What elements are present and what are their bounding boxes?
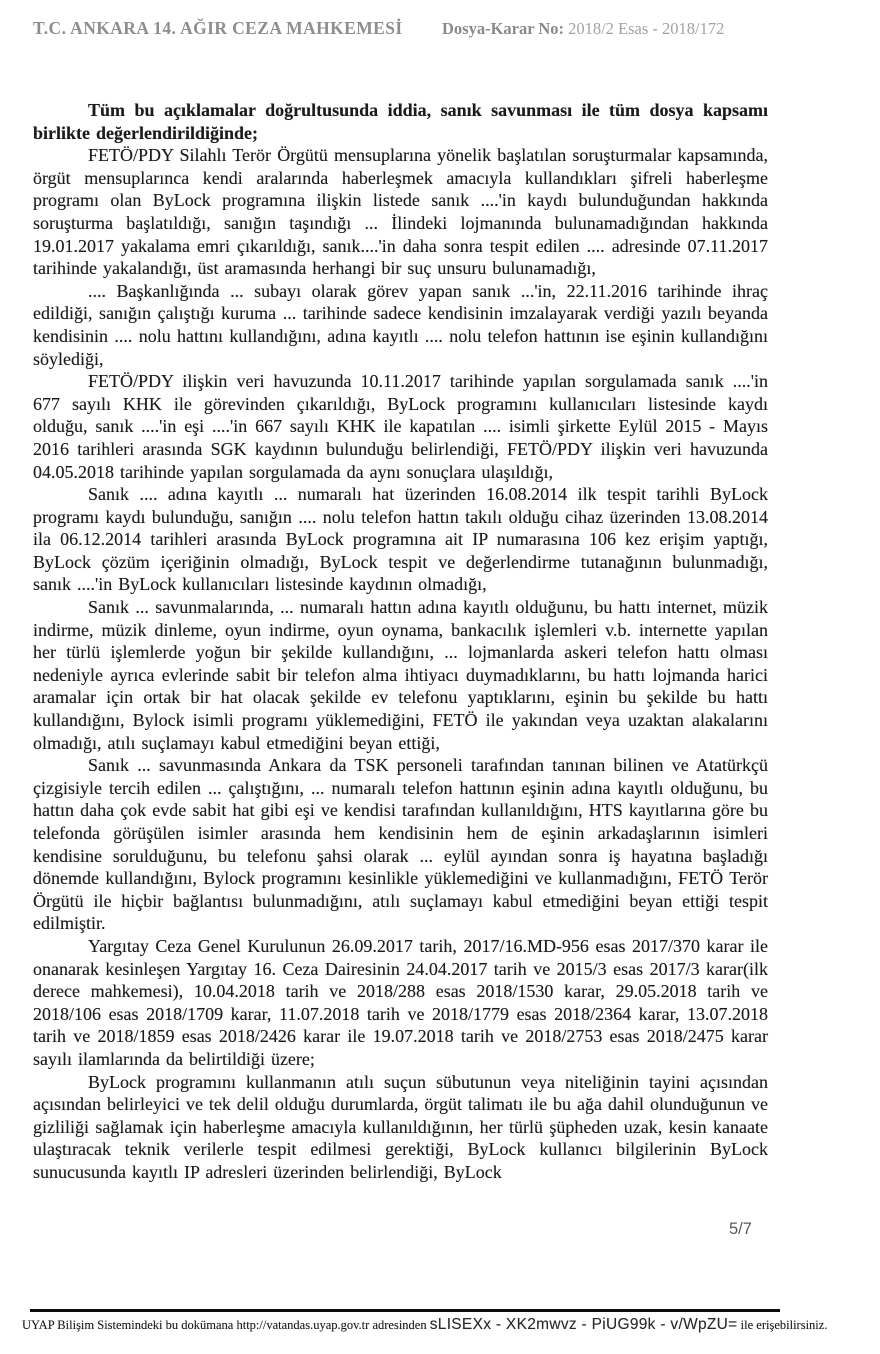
footer-divider	[30, 1309, 780, 1312]
decision-heading: Tüm bu açıklamalar doğrultusunda iddia, sanık savunması ile tüm dosya kapsamı birlikte değerlendirildiğinde;	[33, 100, 768, 143]
paragraph: Sanık ... savunmasında Ankara da TSK personeli tarafından tanınan bilinen ve Atatürkçü çizgisiyle tercih edilen ... çalıştığını, ... numaralı telefon hattının eşinin adına kayıtlı olduğunu, bu hattın daha çok evde sabit hat gibi eşi ve kendisi tarafından kullanıldığını, HTS kayıtlarına göre bu telefonda görüşülen isimler arasında hem kendisinin hem de eşinin arkadaşlarının isimleri kendisine sorulduğunu, bu telefonu şahsi olarak ... eylül ayından sonra iş hayatına başladığı dönemde kullandığını, Bylock programını kesinlikle yüklemediğini ve kullanmadığını, FETÖ Terör Örgütü ile hiçbir bağlantısı bulunmadığını, atılı suçlamayı kabul etmediğini beyan ettiği tespit edilmiştir.	[33, 755, 768, 934]
footer-prefix: UYAP Bilişim Sistemindeki bu dokümana http://vatandas.uyap.gov.tr adresinden	[22, 1318, 427, 1332]
paragraph: FETÖ/PDY ilişkin veri havuzunda 10.11.2017 tarihinde yapılan sorgulamada sanık ....'in 677 sayılı KHK ile görevinden çıkarıldığı, ByLock programını kullanıcıları listesinde kaydı olduğu, sanık ....'in eşi ....'in 667 sayılı KHK ile kapatılan .... isimli şirkette Eylül 2015 - Mayıs 2016 tarihleri arasında SGK kaydının bulunduğu belirlendiği, FETÖ/PDY ilişkin veri havuzunda 04.05.2018 tarihinde yapılan sorgulamada da aynı sonuçlara ulaşıldığı,	[33, 371, 768, 482]
paragraph: ByLock programını kullanmanın atılı suçun sübutunun veya niteliğinin tayini açısından açısından belirleyici ve tek delil olduğu durumlarda, örgüt talimatı ile bu ağa dahil olunduğunun ve gizliliği sağlamak için haberleşme amacıyla kullanıldığının, her türlü şüpheden uzak, kesin kanaate ulaştıracak teknik verilerle tespit edilmesi gerektiği, ByLock kullanıcı bilgilerinin ByLock sunucusunda kayıtlı IP adresleri üzerinden belirlendiği, ByLock	[33, 1071, 768, 1182]
footer-verification-code: sLISEXx - XK2mwvz - PiUG99k - v/WpZU=	[429, 1316, 738, 1333]
dossier-number	[442, 19, 724, 39]
paragraph: .... Başkanlığında ... subayı olarak görev yapan sanık ...'in, 22.11.2016 tarihinde ihraç edildiği, sanığın çalıştığı kuruma ... tarihinde sadece kendisinin imzalayarak verdiği yazılı beyanda kendisinin .... nolu hattını kullandığını, adına kayıtlı .... nolu telefon hattının ise eşinin kullandığını söylediği,	[33, 280, 768, 369]
page-number: 5/7	[729, 1220, 752, 1238]
dossier-label: Dosya-Karar No:	[442, 19, 565, 38]
paragraph: Sanık ... savunmalarında, ... numaralı hattın adına kayıtlı olduğunu, bu hattı internet, müzik indirme, müzik dinleme, oyun indirme, oyun oynama, bankacılık işlemleri v.b. internette yapılan her türlü işlemlerde yoğun bir şekilde kullandığını, ... lojmanlarda askeri telefon hattı olması nedeniyle ayrıca evlerinde sabit bir telefon alma ihtiyacı duymadıklarını, bu hattı lojmanda harici aramalar için ortak bir hat olacak şekilde ev telefonu yaptıklarını, eşinin bu şekilde bu hattı kullandığını, Bylock isimli programı yüklemediğini, FETÖ ile yakından veya uzaktan alakalarını olmadığı, atılı suçlamayı kabul etmediğini beyan ettiği,	[33, 597, 768, 753]
uyap-footer	[22, 1316, 872, 1334]
paragraph: FETÖ/PDY Silahlı Terör Örgütü mensuplarına yönelik başlatılan soruşturmalar kapsamında, örgüt mensuplarınca kendi aralarında haberleşmek amacıyla kullandıkları şifreli haberleşme programı olan ByLock programına ilişkin listede sanık ....'in kaydı bulunduğundan hakkında soruşturma başlatıldığı, sanığın taşındığı ... İlindeki lojmanında bulunamadığından hakkında 19.01.2017 yakalama emri çıkarıldığı, sanık....'in daha sonra tespit edilen .... adresinde 07.11.2017 tarihinde yakalandığı, üst aramasında herhangi bir suç unsuru bulunamadığı,	[33, 145, 768, 279]
footer-suffix: ile erişebilirsiniz.	[740, 1318, 828, 1332]
page-header	[33, 18, 860, 44]
dossier-value: 2018/2 Esas - 2018/172	[568, 19, 725, 38]
paragraph: Yargıtay Ceza Genel Kurulunun 26.09.2017 tarih, 2017/16.MD-956 esas 2017/370 karar ile onanarak kesinleşen Yargıtay 16. Ceza Dairesinin 24.04.2017 tarih ve 2015/3 esas 2017/3 karar(ilk derece mahkemesi), 10.04.2018 tarih ve 2018/288 esas 2018/1530 karar, 29.05.2018 tarih ve 2018/106 esas 2018/1709 karar, 11.07.2018 tarih ve 2018/1779 esas 2018/2364 karar, 13.07.2018 tarih ve 2018/1859 esas 2018/2426 karar ile 19.07.2018 tarih ve 2018/2753 esas 2018/2475 karar sayılı ilamlarında da belirtildiği üzere;	[33, 935, 768, 1069]
court-title: T.C. ANKARA 14. AĞIR CEZA MAHKEMESİ	[33, 18, 403, 38]
decision-body	[33, 99, 768, 1184]
paragraph: Sanık .... adına kayıtlı ... numaralı hat üzerinden 16.08.2014 ilk tespit tarihli ByLock programı kaydı bulunduğu, sanığın .... nolu telefon hattın takılı olduğu cihaz üzerinden 13.08.2014 ila 06.12.2014 tarihleri arasında ByLock programına ait IP numarasına 106 kez erişim yaptığı, ByLock çözüm içeriğinin olmadığı, ByLock tespit ve değerlendirme tutanağının bulunmadığı, sanık ....'in ByLock kullanıcıları listesinde kaydının olmadığı,	[33, 484, 768, 595]
